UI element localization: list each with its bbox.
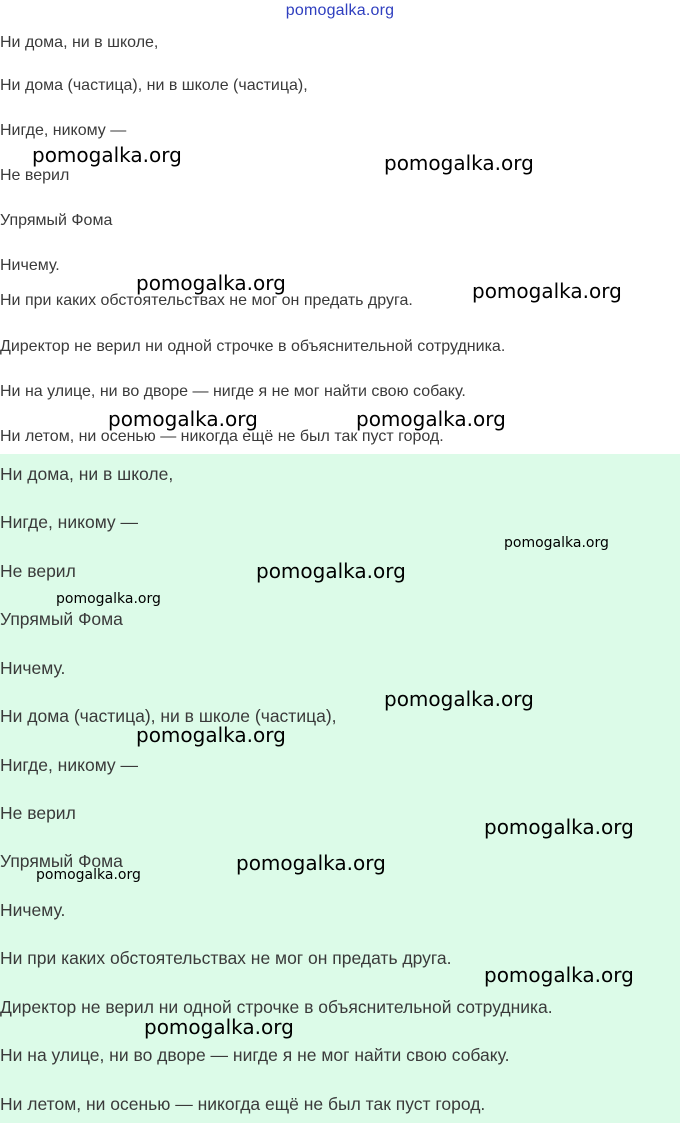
watermark: pomogalka.org [384,687,534,711]
watermark: pomogalka.org [504,535,609,551]
text-line: Директор не верил ни одной строчке в объяснительной сотрудника. [0,997,553,1017]
watermark: pomogalka.org [384,151,534,175]
watermark: pomogalka.org [236,851,386,875]
watermark: pomogalka.org [144,1015,294,1039]
text-line: Ни летом, ни осенью — никогда ещё не был так пуст город. [0,428,444,445]
watermark: pomogalka.org [356,407,506,431]
watermark: pomogalka.org [484,815,634,839]
text-line: Ни летом, ни осенью — никогда ещё не был так пуст город. [0,1094,486,1114]
text-line: Ни при каких обстоятельствах не мог он предать друга. [0,292,413,309]
text-line: Ни дома (частица), ни в школе (частица), [0,706,337,726]
text-line: Ни на улице, ни во дворе — нигде я не мог найти свою собаку. [0,383,466,400]
text-line: Ничему. [0,658,66,678]
text-line: Упрямый Фома [0,851,123,871]
text-line: Не верил [0,561,76,581]
watermark: pomogalka.org [36,867,141,883]
text-block-bottom [0,454,680,1123]
watermark: pomogalka.org [484,963,634,987]
text-line: Ничему. [0,900,66,920]
watermark: pomogalka.org [32,143,182,167]
watermark: pomogalka.org [136,723,286,747]
text-line: Не верил [0,803,76,823]
watermark: pomogalka.org [256,559,406,583]
site-header-link[interactable]: pomogalka.org [285,2,395,19]
text-line: Нигде, никому — [0,512,139,532]
text-line: Не верил [0,167,70,184]
text-line: Ни дома (частица), ни в школе (частица), [0,77,308,94]
watermark: pomogalka.org [108,407,258,431]
text-line: Нигде, никому — [0,122,127,139]
watermark: pomogalka.org [472,279,622,303]
text-line: Ни на улице, ни во дворе — нигде я не мог найти свою собаку. [0,1045,510,1065]
text-line: Ни дома, ни в школе, [0,34,159,51]
watermark: pomogalka.org [136,271,286,295]
text-line: Упрямый Фома [0,609,123,629]
text-line: Нигде, никому — [0,755,139,775]
text-line: Ничему. [0,257,60,274]
text-line: Упрямый Фома [0,212,113,229]
text-line: Ни при каких обстоятельствах не мог он предать друга. [0,948,452,968]
text-line: Директор не верил ни одной строчке в объяснительной сотрудника. [0,338,506,355]
watermark: pomogalka.org [56,591,161,607]
text-line: Ни дома, ни в школе, [0,464,174,484]
